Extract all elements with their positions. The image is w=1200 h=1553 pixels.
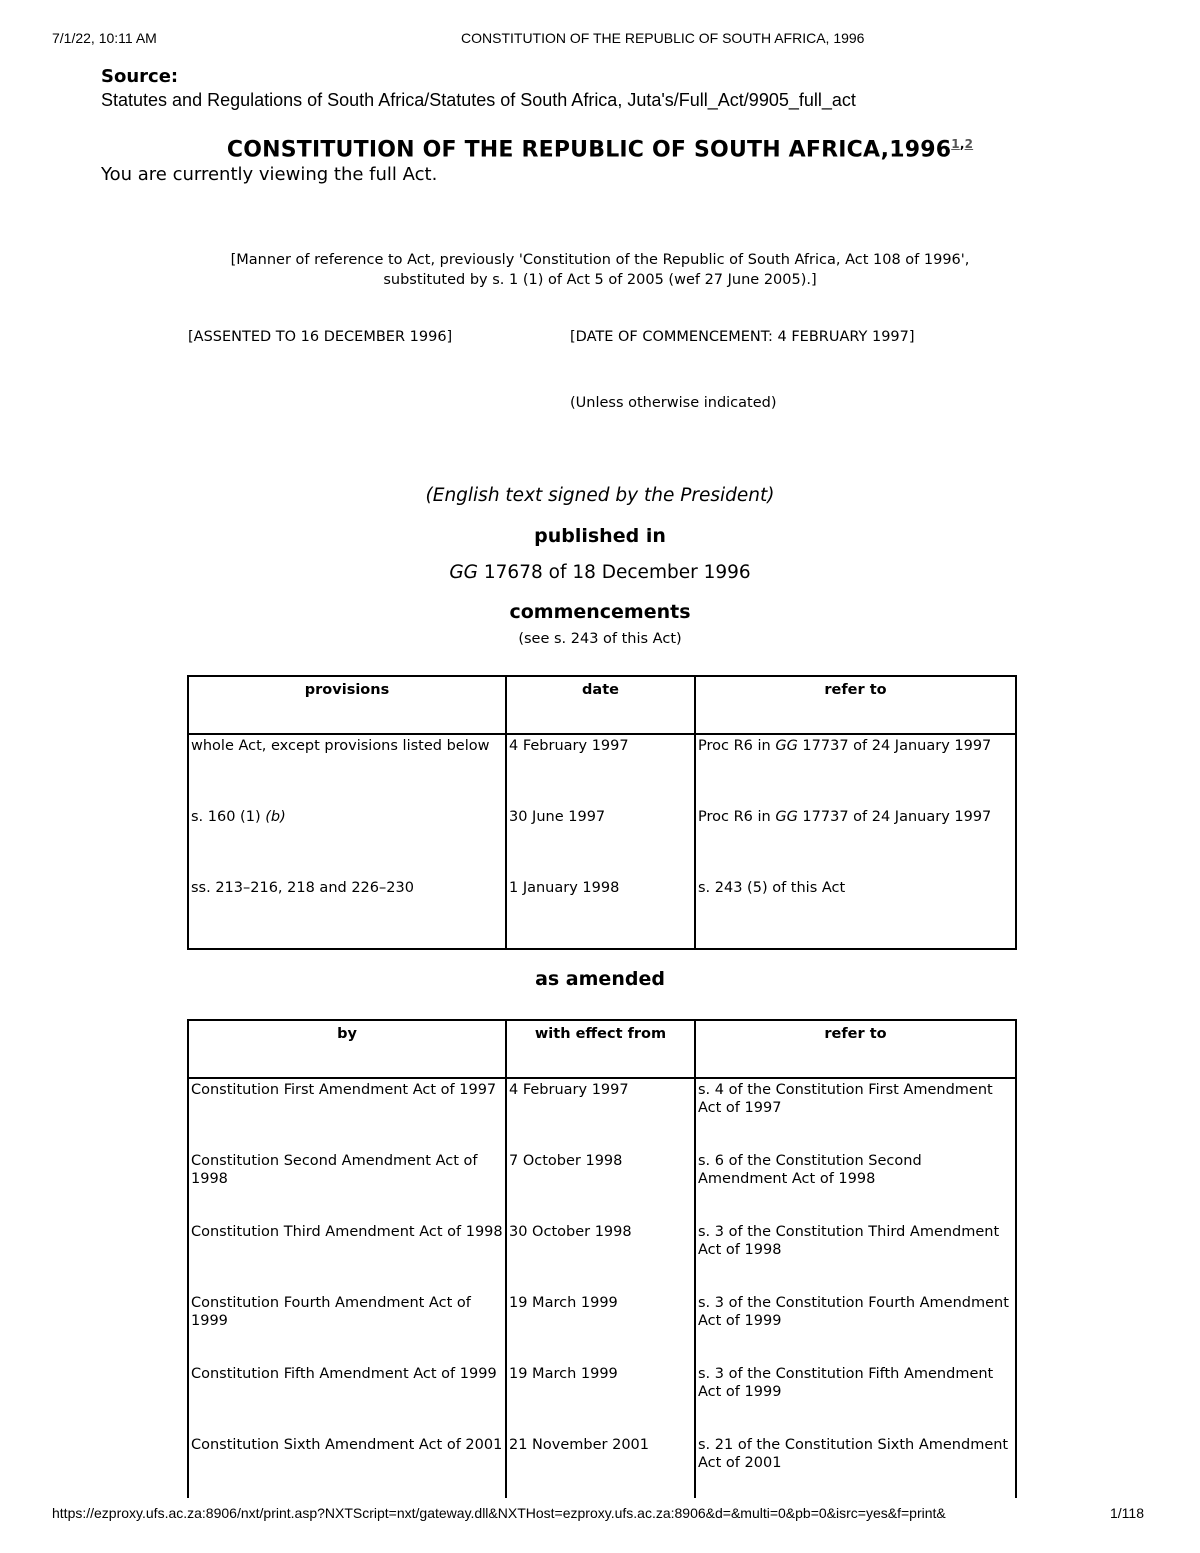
print-footer — [0, 1505, 1200, 1525]
table-row — [188, 877, 1016, 949]
gazette-details: 17678 of 18 December 1996 — [478, 562, 751, 583]
cell-date: 30 October 1998 — [506, 1221, 695, 1292]
header-provisions: provisions — [188, 676, 506, 734]
cell-date: 19 March 1999 — [506, 1363, 695, 1434]
gazette-reference — [0, 562, 1200, 583]
cell-refer-to: s. 3 of the Constitution Fourth Amendment Act of 1999 — [695, 1292, 1016, 1363]
cell-by: Constitution First Amendment Act of 1997 — [188, 1078, 506, 1150]
cell-date: 1 January 1998 — [506, 877, 695, 949]
source-path: Statutes and Regulations of South Africa/Statutes of South Africa, Juta's/Full_Act/9905_full_act — [101, 90, 856, 110]
cell-date: 4 February 1997 — [506, 734, 695, 806]
cell-refer-to: s. 243 (5) of this Act — [695, 877, 1016, 949]
print-header-title: CONSTITUTION OF THE REPUBLIC OF SOUTH AFRICA, 1996 — [461, 30, 865, 46]
ref-gazette-abbr: GG — [775, 809, 798, 825]
ref-text: 17737 of 24 January 1997 — [797, 809, 992, 825]
commencements-heading: commencements — [509, 601, 691, 623]
source-label: Source: — [101, 66, 179, 87]
cell-by: Constitution Fourth Amendment Act of 1999 — [188, 1292, 506, 1363]
published-heading: published in — [534, 525, 666, 547]
footnote-link-2[interactable]: 2 — [964, 137, 974, 151]
table-row — [188, 1221, 1016, 1292]
header-refer-to: refer to — [695, 676, 1016, 734]
reference-note-line2: substituted by s. 1 (1) of Act 5 of 2005 (wef 27 June 2005).] — [383, 272, 817, 288]
table-row — [188, 806, 1016, 877]
ref-text: Proc R6 in — [698, 809, 776, 825]
cell-refer-to: s. 3 of the Constitution Fifth Amendment Act of 1999 — [695, 1363, 1016, 1434]
print-url: https://ezproxy.ufs.ac.za:8906/nxt/print.asp?NXTScript=nxt/gateway.dll&NXTHost=ezproxy.ufs.ac.za:8906&d=&multi=0&pb=0&isrc=yes&f=print& — [52, 1505, 946, 1521]
ref-text: Proc R6 in — [698, 738, 776, 754]
cell-by: Constitution Sixth Amendment Act of 2001 — [188, 1434, 506, 1498]
header-with-effect-from: with effect from — [506, 1020, 695, 1078]
print-header — [0, 30, 1200, 50]
reference-note-line1: [Manner of reference to Act, previously 'Constitution of the Republic of South Africa, Act 108 of 1996', — [230, 252, 970, 268]
viewing-note: You are currently viewing the full Act. — [101, 164, 438, 185]
cell-date: 7 October 1998 — [506, 1150, 695, 1221]
cell-date: 21 November 2001 — [506, 1434, 695, 1498]
table-row — [188, 1150, 1016, 1221]
table-row — [188, 1363, 1016, 1434]
table-row — [188, 1078, 1016, 1150]
header-date: date — [506, 676, 695, 734]
table-row — [188, 1292, 1016, 1363]
cell-date: 30 June 1997 — [506, 806, 695, 877]
table-header-row — [188, 676, 1016, 734]
cell-by: Constitution Second Amendment Act of 1998 — [188, 1150, 506, 1221]
commencement-date: [DATE OF COMMENCEMENT: 4 FEBRUARY 1997] — [570, 329, 915, 345]
print-datetime: 7/1/22, 10:11 AM — [52, 30, 157, 46]
commencements-table — [187, 675, 1017, 950]
header-refer-to: refer to — [695, 1020, 1016, 1078]
ref-gazette-abbr: GG — [775, 738, 798, 754]
cell-date: 4 February 1997 — [506, 1078, 695, 1150]
table-row — [188, 734, 1016, 806]
reference-note — [0, 250, 1200, 290]
document-title — [0, 137, 1200, 162]
cell-by: Constitution Third Amendment Act of 1998 — [188, 1221, 506, 1292]
cell-by: Constitution Fifth Amendment Act of 1999 — [188, 1363, 506, 1434]
table-row — [188, 1434, 1016, 1498]
provision-text: s. 160 (1) — [191, 809, 266, 825]
signed-note: (English text signed by the President) — [425, 485, 775, 506]
cell-refer-to: s. 21 of the Constitution Sixth Amendment Act of 2001 — [695, 1434, 1016, 1498]
cell-provision: whole Act, except provisions listed below — [188, 734, 506, 806]
cell-provision: ss. 213–216, 218 and 226–230 — [188, 877, 506, 949]
cell-provision — [188, 806, 506, 877]
cell-refer-to: s. 6 of the Constitution Second Amendment Act of 1998 — [695, 1150, 1016, 1221]
footnote-link-1[interactable]: 1 — [951, 137, 960, 151]
cell-refer-to: s. 4 of the Constitution First Amendment Act of 1997 — [695, 1078, 1016, 1150]
unless-note: (Unless otherwise indicated) — [570, 395, 777, 411]
ref-text: 17737 of 24 January 1997 — [797, 738, 992, 754]
cell-refer-to: s. 3 of the Constitution Third Amendment Act of 1998 — [695, 1221, 1016, 1292]
cell-refer-to — [695, 734, 1016, 806]
assented-date: [ASSENTED TO 16 DECEMBER 1996] — [188, 329, 453, 345]
provision-paragraph: (b) — [265, 809, 286, 825]
amendments-table — [187, 1019, 1017, 1498]
page-number: 1/118 — [1110, 1505, 1144, 1521]
gazette-abbr: GG — [449, 562, 479, 583]
cell-date: 19 March 1999 — [506, 1292, 695, 1363]
footnote-separator: , — [959, 137, 965, 151]
amended-heading: as amended — [535, 968, 665, 990]
header-by: by — [188, 1020, 506, 1078]
commencements-see-note: (see s. 243 of this Act) — [518, 631, 682, 647]
table-header-row — [188, 1020, 1016, 1078]
cell-refer-to — [695, 806, 1016, 877]
document-title-text: CONSTITUTION OF THE REPUBLIC OF SOUTH AFRICA,1996 — [226, 137, 952, 163]
